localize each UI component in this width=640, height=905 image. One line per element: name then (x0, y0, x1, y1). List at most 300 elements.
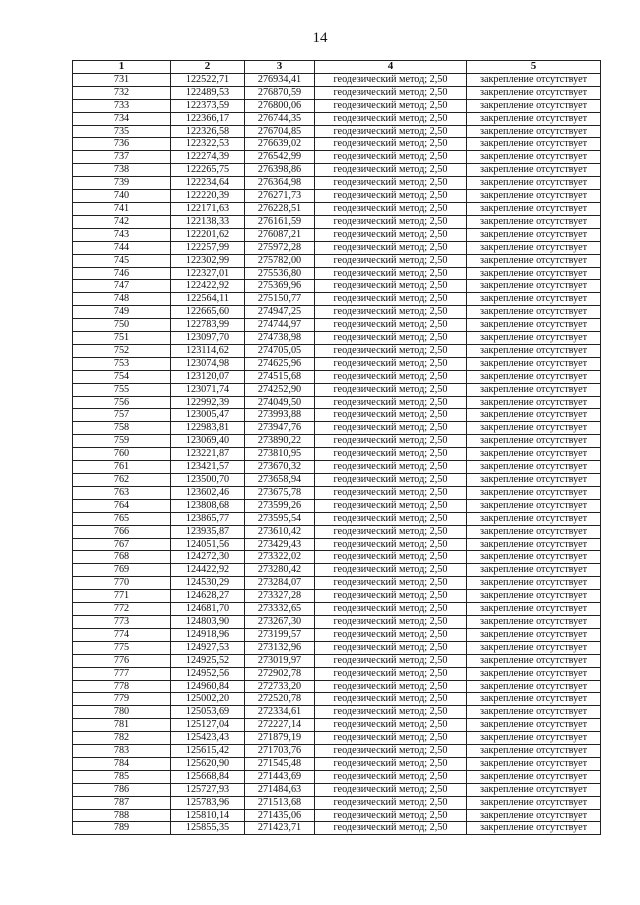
table-row (73, 499, 601, 512)
fixing-description-cell: закрепление отсутствует (467, 654, 601, 667)
fixing-description-cell: закрепление отсутствует (467, 370, 601, 383)
method-accuracy-cell: геодезический метод; 2,50 (315, 732, 467, 745)
coord-y-cell: 271879,19 (245, 732, 315, 745)
method-accuracy-cell: геодезический метод; 2,50 (315, 603, 467, 616)
coord-x-cell: 123221,87 (171, 448, 245, 461)
coord-y-cell: 271513,68 (245, 796, 315, 809)
method-accuracy-cell: геодезический метод; 2,50 (315, 641, 467, 654)
table-row (73, 267, 601, 280)
fixing-description-cell: закрепление отсутствует (467, 822, 601, 835)
table-row (73, 525, 601, 538)
fixing-description-cell: закрепление отсутствует (467, 409, 601, 422)
point-number-cell: 735 (73, 125, 171, 138)
point-number-cell: 784 (73, 757, 171, 770)
point-number-cell: 768 (73, 551, 171, 564)
point-number-cell: 734 (73, 112, 171, 125)
coord-x-cell: 122564,11 (171, 293, 245, 306)
coord-x-cell: 123935,87 (171, 525, 245, 538)
table-row (73, 732, 601, 745)
coord-y-cell: 271703,76 (245, 745, 315, 758)
fixing-description-cell: закрепление отсутствует (467, 796, 601, 809)
method-accuracy-cell: геодезический метод; 2,50 (315, 809, 467, 822)
coord-y-cell: 273658,94 (245, 474, 315, 487)
fixing-description-cell: закрепление отсутствует (467, 680, 601, 693)
table-row (73, 125, 601, 138)
coord-x-cell: 123071,74 (171, 383, 245, 396)
table-row (73, 667, 601, 680)
table-row (73, 86, 601, 99)
coord-x-cell: 124051,56 (171, 538, 245, 551)
point-number-cell: 752 (73, 344, 171, 357)
point-number-cell: 751 (73, 332, 171, 345)
point-number-cell: 740 (73, 190, 171, 203)
method-accuracy-cell: геодезический метод; 2,50 (315, 693, 467, 706)
coord-x-cell: 122366,17 (171, 112, 245, 125)
coord-y-cell: 276228,51 (245, 202, 315, 215)
point-number-cell: 733 (73, 99, 171, 112)
method-accuracy-cell: геодезический метод; 2,50 (315, 138, 467, 151)
fixing-description-cell: закрепление отсутствует (467, 125, 601, 138)
table-header-row (73, 61, 601, 74)
coord-y-cell: 275782,00 (245, 254, 315, 267)
method-accuracy-cell: геодезический метод; 2,50 (315, 538, 467, 551)
method-accuracy-cell: геодезический метод; 2,50 (315, 499, 467, 512)
table-row (73, 615, 601, 628)
fixing-description-cell: закрепление отсутствует (467, 435, 601, 448)
coord-y-cell: 273610,42 (245, 525, 315, 538)
fixing-description-cell: закрепление отсутствует (467, 745, 601, 758)
fixing-description-cell: закрепление отсутствует (467, 138, 601, 151)
coord-y-cell: 273267,30 (245, 615, 315, 628)
method-accuracy-cell: геодезический метод; 2,50 (315, 164, 467, 177)
fixing-description-cell: закрепление отсутствует (467, 809, 601, 822)
coord-y-cell: 273675,78 (245, 486, 315, 499)
fixing-description-cell: закрепление отсутствует (467, 332, 601, 345)
table-row (73, 577, 601, 590)
table-row (73, 745, 601, 758)
table-row (73, 215, 601, 228)
table-row (73, 551, 601, 564)
coord-y-cell: 273670,32 (245, 461, 315, 474)
fixing-description-cell: закрепление отсутствует (467, 474, 601, 487)
fixing-description-cell: закрепление отсутствует (467, 422, 601, 435)
fixing-description-cell: закрепление отсутствует (467, 228, 601, 241)
coord-x-cell: 125810,14 (171, 809, 245, 822)
method-accuracy-cell: геодезический метод; 2,50 (315, 73, 467, 86)
fixing-description-cell: закрепление отсутствует (467, 151, 601, 164)
fixing-description-cell: закрепление отсутствует (467, 319, 601, 332)
point-number-cell: 766 (73, 525, 171, 538)
coord-x-cell: 122274,39 (171, 151, 245, 164)
fixing-description-cell: закрепление отсутствует (467, 383, 601, 396)
table-body (73, 73, 601, 834)
coord-y-cell: 273199,57 (245, 628, 315, 641)
method-accuracy-cell: геодезический метод; 2,50 (315, 783, 467, 796)
method-accuracy-cell: геодезический метод; 2,50 (315, 564, 467, 577)
point-number-cell: 789 (73, 822, 171, 835)
table-row (73, 448, 601, 461)
fixing-description-cell: закрепление отсутствует (467, 280, 601, 293)
point-number-cell: 759 (73, 435, 171, 448)
method-accuracy-cell: геодезический метод; 2,50 (315, 151, 467, 164)
fixing-description-cell: закрепление отсутствует (467, 448, 601, 461)
method-accuracy-cell: геодезический метод; 2,50 (315, 590, 467, 603)
table-row (73, 796, 601, 809)
fixing-description-cell: закрепление отсутствует (467, 564, 601, 577)
table-row (73, 409, 601, 422)
coord-x-cell: 124927,53 (171, 641, 245, 654)
coord-x-cell: 122201,62 (171, 228, 245, 241)
coord-x-cell: 125783,96 (171, 796, 245, 809)
table-row (73, 228, 601, 241)
coord-x-cell: 123069,40 (171, 435, 245, 448)
method-accuracy-cell: геодезический метод; 2,50 (315, 344, 467, 357)
point-number-cell: 778 (73, 680, 171, 693)
coord-y-cell: 273429,43 (245, 538, 315, 551)
point-number-cell: 744 (73, 241, 171, 254)
fixing-description-cell: закрепление отсутствует (467, 551, 601, 564)
fixing-description-cell: закрепление отсутствует (467, 757, 601, 770)
coord-x-cell: 124530,29 (171, 577, 245, 590)
method-accuracy-cell: геодезический метод; 2,50 (315, 190, 467, 203)
coord-y-cell: 272520,78 (245, 693, 315, 706)
fixing-description-cell: закрепление отсутствует (467, 486, 601, 499)
method-accuracy-cell: геодезический метод; 2,50 (315, 228, 467, 241)
point-number-cell: 760 (73, 448, 171, 461)
point-number-cell: 774 (73, 628, 171, 641)
coord-y-cell: 274252,90 (245, 383, 315, 396)
table-row (73, 370, 601, 383)
point-number-cell: 732 (73, 86, 171, 99)
fixing-description-cell: закрепление отсутствует (467, 706, 601, 719)
method-accuracy-cell: геодезический метод; 2,50 (315, 370, 467, 383)
coord-y-cell: 274744,97 (245, 319, 315, 332)
fixing-description-cell: закрепление отсутствует (467, 525, 601, 538)
point-number-cell: 788 (73, 809, 171, 822)
coord-x-cell: 125620,90 (171, 757, 245, 770)
header-col-4: 4 (315, 61, 467, 74)
header-col-1: 1 (73, 61, 171, 74)
table-row (73, 383, 601, 396)
method-accuracy-cell: геодезический метод; 2,50 (315, 461, 467, 474)
coord-x-cell: 122983,81 (171, 422, 245, 435)
table-row (73, 435, 601, 448)
table-row (73, 280, 601, 293)
method-accuracy-cell: геодезический метод; 2,50 (315, 332, 467, 345)
fixing-description-cell: закрепление отсутствует (467, 112, 601, 125)
method-accuracy-cell: геодезический метод; 2,50 (315, 448, 467, 461)
coord-y-cell: 273327,28 (245, 590, 315, 603)
method-accuracy-cell: геодезический метод; 2,50 (315, 280, 467, 293)
coord-x-cell: 125002,20 (171, 693, 245, 706)
method-accuracy-cell: геодезический метод; 2,50 (315, 422, 467, 435)
point-number-cell: 762 (73, 474, 171, 487)
table-row (73, 164, 601, 177)
coord-y-cell: 274705,05 (245, 344, 315, 357)
coord-y-cell: 276744,35 (245, 112, 315, 125)
point-number-cell: 767 (73, 538, 171, 551)
point-number-cell: 763 (73, 486, 171, 499)
method-accuracy-cell: геодезический метод; 2,50 (315, 680, 467, 693)
fixing-description-cell: закрепление отсутствует (467, 254, 601, 267)
table-row (73, 73, 601, 86)
point-number-cell: 739 (73, 177, 171, 190)
coord-y-cell: 271435,06 (245, 809, 315, 822)
table-row (73, 151, 601, 164)
method-accuracy-cell: геодезический метод; 2,50 (315, 86, 467, 99)
coord-y-cell: 276271,73 (245, 190, 315, 203)
coord-y-cell: 273284,07 (245, 577, 315, 590)
point-number-cell: 754 (73, 370, 171, 383)
point-number-cell: 746 (73, 267, 171, 280)
header-col-5: 5 (467, 61, 601, 74)
coord-x-cell: 122327,01 (171, 267, 245, 280)
method-accuracy-cell: геодезический метод; 2,50 (315, 667, 467, 680)
point-number-cell: 750 (73, 319, 171, 332)
method-accuracy-cell: геодезический метод; 2,50 (315, 177, 467, 190)
method-accuracy-cell: геодезический метод; 2,50 (315, 551, 467, 564)
fixing-description-cell: закрепление отсутствует (467, 241, 601, 254)
coord-x-cell: 125668,84 (171, 770, 245, 783)
fixing-description-cell: закрепление отсутствует (467, 190, 601, 203)
coord-y-cell: 274049,50 (245, 396, 315, 409)
method-accuracy-cell: геодезический метод; 2,50 (315, 125, 467, 138)
coord-x-cell: 123074,98 (171, 357, 245, 370)
coord-y-cell: 273322,02 (245, 551, 315, 564)
method-accuracy-cell: геодезический метод; 2,50 (315, 215, 467, 228)
coord-y-cell: 273595,54 (245, 512, 315, 525)
coord-x-cell: 122489,53 (171, 86, 245, 99)
coord-y-cell: 273947,76 (245, 422, 315, 435)
table-row (73, 422, 601, 435)
coord-y-cell: 272334,61 (245, 706, 315, 719)
point-number-cell: 780 (73, 706, 171, 719)
coord-y-cell: 274947,25 (245, 306, 315, 319)
coord-y-cell: 276639,02 (245, 138, 315, 151)
coord-y-cell: 276542,99 (245, 151, 315, 164)
table-row (73, 693, 601, 706)
coord-x-cell: 125855,35 (171, 822, 245, 835)
coord-x-cell: 125053,69 (171, 706, 245, 719)
coord-x-cell: 122257,99 (171, 241, 245, 254)
coord-x-cell: 122422,92 (171, 280, 245, 293)
coord-x-cell: 123808,68 (171, 499, 245, 512)
coord-x-cell: 124803,90 (171, 615, 245, 628)
coord-x-cell: 125127,04 (171, 719, 245, 732)
fixing-description-cell: закрепление отсутствует (467, 770, 601, 783)
coord-x-cell: 124925,52 (171, 654, 245, 667)
fixing-description-cell: закрепление отсутствует (467, 73, 601, 86)
coord-x-cell: 122302,99 (171, 254, 245, 267)
fixing-description-cell: закрепление отсутствует (467, 202, 601, 215)
fixing-description-cell: закрепление отсутствует (467, 164, 601, 177)
fixing-description-cell: закрепление отсутствует (467, 628, 601, 641)
method-accuracy-cell: геодезический метод; 2,50 (315, 706, 467, 719)
table-row (73, 590, 601, 603)
fixing-description-cell: закрепление отсутствует (467, 357, 601, 370)
method-accuracy-cell: геодезический метод; 2,50 (315, 628, 467, 641)
point-number-cell: 782 (73, 732, 171, 745)
coord-y-cell: 276704,85 (245, 125, 315, 138)
coord-x-cell: 123865,77 (171, 512, 245, 525)
table-row (73, 357, 601, 370)
point-number-cell: 772 (73, 603, 171, 616)
coord-x-cell: 124960,84 (171, 680, 245, 693)
method-accuracy-cell: геодезический метод; 2,50 (315, 112, 467, 125)
coord-x-cell: 125423,43 (171, 732, 245, 745)
table-row (73, 538, 601, 551)
point-number-cell: 787 (73, 796, 171, 809)
page-number: 14 (312, 30, 328, 46)
point-number-cell: 749 (73, 306, 171, 319)
point-number-cell: 785 (73, 770, 171, 783)
point-number-cell: 781 (73, 719, 171, 732)
method-accuracy-cell: геодезический метод; 2,50 (315, 383, 467, 396)
method-accuracy-cell: геодезический метод; 2,50 (315, 654, 467, 667)
coord-x-cell: 125615,42 (171, 745, 245, 758)
coord-y-cell: 276800,06 (245, 99, 315, 112)
coord-x-cell: 123114,62 (171, 344, 245, 357)
coord-y-cell: 275369,96 (245, 280, 315, 293)
method-accuracy-cell: геодезический метод; 2,50 (315, 525, 467, 538)
fixing-description-cell: закрепление отсутствует (467, 293, 601, 306)
table-row (73, 603, 601, 616)
point-number-cell: 755 (73, 383, 171, 396)
coord-y-cell: 273993,88 (245, 409, 315, 422)
fixing-description-cell: закрепление отсутствует (467, 344, 601, 357)
point-number-cell: 736 (73, 138, 171, 151)
coord-x-cell: 122373,59 (171, 99, 245, 112)
coord-x-cell: 122326,58 (171, 125, 245, 138)
coord-x-cell: 123097,70 (171, 332, 245, 345)
method-accuracy-cell: геодезический метод; 2,50 (315, 254, 467, 267)
method-accuracy-cell: геодезический метод; 2,50 (315, 486, 467, 499)
method-accuracy-cell: геодезический метод; 2,50 (315, 267, 467, 280)
point-number-cell: 741 (73, 202, 171, 215)
coordinates-table (72, 60, 601, 835)
table-row (73, 99, 601, 112)
table-row (73, 770, 601, 783)
fixing-description-cell: закрепление отсутствует (467, 396, 601, 409)
header-col-3: 3 (245, 61, 315, 74)
method-accuracy-cell: геодезический метод; 2,50 (315, 770, 467, 783)
coord-y-cell: 272227,14 (245, 719, 315, 732)
coord-x-cell: 123120,07 (171, 370, 245, 383)
method-accuracy-cell: геодезический метод; 2,50 (315, 306, 467, 319)
fixing-description-cell: закрепление отсутствует (467, 86, 601, 99)
point-number-cell: 757 (73, 409, 171, 422)
fixing-description-cell: закрепление отсутствует (467, 512, 601, 525)
coord-x-cell: 123421,57 (171, 461, 245, 474)
table-row (73, 319, 601, 332)
fixing-description-cell: закрепление отсутствует (467, 577, 601, 590)
table-row (73, 641, 601, 654)
method-accuracy-cell: геодезический метод; 2,50 (315, 757, 467, 770)
coord-x-cell: 122234,64 (171, 177, 245, 190)
coord-x-cell: 122665,60 (171, 306, 245, 319)
point-number-cell: 753 (73, 357, 171, 370)
table-row (73, 344, 601, 357)
coord-y-cell: 271484,63 (245, 783, 315, 796)
table-row (73, 719, 601, 732)
table-row (73, 202, 601, 215)
coord-y-cell: 276161,59 (245, 215, 315, 228)
coord-x-cell: 124422,92 (171, 564, 245, 577)
point-number-cell: 783 (73, 745, 171, 758)
point-number-cell: 764 (73, 499, 171, 512)
point-number-cell: 747 (73, 280, 171, 293)
point-number-cell: 770 (73, 577, 171, 590)
table-row (73, 112, 601, 125)
method-accuracy-cell: геодезический метод; 2,50 (315, 435, 467, 448)
coord-y-cell: 273890,22 (245, 435, 315, 448)
fixing-description-cell: закрепление отсутствует (467, 783, 601, 796)
coord-x-cell: 122992,39 (171, 396, 245, 409)
point-number-cell: 775 (73, 641, 171, 654)
fixing-description-cell: закрепление отсутствует (467, 641, 601, 654)
header-col-2: 2 (171, 61, 245, 74)
method-accuracy-cell: геодезический метод; 2,50 (315, 577, 467, 590)
coord-x-cell: 124918,96 (171, 628, 245, 641)
point-number-cell: 777 (73, 667, 171, 680)
fixing-description-cell: закрепление отсутствует (467, 732, 601, 745)
coord-x-cell: 123005,47 (171, 409, 245, 422)
table-row (73, 628, 601, 641)
table-row (73, 757, 601, 770)
fixing-description-cell: закрепление отсутствует (467, 177, 601, 190)
coord-x-cell: 124681,70 (171, 603, 245, 616)
coord-y-cell: 273810,95 (245, 448, 315, 461)
table-row (73, 461, 601, 474)
table-row (73, 680, 601, 693)
table-row (73, 138, 601, 151)
coord-x-cell: 122220,39 (171, 190, 245, 203)
coord-y-cell: 271443,69 (245, 770, 315, 783)
point-number-cell: 745 (73, 254, 171, 267)
table-row (73, 654, 601, 667)
method-accuracy-cell: геодезический метод; 2,50 (315, 745, 467, 758)
table-row (73, 783, 601, 796)
coord-y-cell: 276934,41 (245, 73, 315, 86)
point-number-cell: 731 (73, 73, 171, 86)
coord-y-cell: 274625,96 (245, 357, 315, 370)
table-row (73, 822, 601, 835)
method-accuracy-cell: геодезический метод; 2,50 (315, 396, 467, 409)
coord-y-cell: 273019,97 (245, 654, 315, 667)
point-number-cell: 742 (73, 215, 171, 228)
table-row (73, 190, 601, 203)
coord-y-cell: 272902,78 (245, 667, 315, 680)
table-row (73, 293, 601, 306)
fixing-description-cell: закрепление отсутствует (467, 719, 601, 732)
coord-x-cell: 125727,93 (171, 783, 245, 796)
method-accuracy-cell: геодезический метод; 2,50 (315, 357, 467, 370)
method-accuracy-cell: геодезический метод; 2,50 (315, 796, 467, 809)
point-number-cell: 786 (73, 783, 171, 796)
point-number-cell: 756 (73, 396, 171, 409)
coord-x-cell: 122171,63 (171, 202, 245, 215)
fixing-description-cell: закрепление отсутствует (467, 499, 601, 512)
coord-y-cell: 276087,21 (245, 228, 315, 241)
method-accuracy-cell: геодезический метод; 2,50 (315, 99, 467, 112)
fixing-description-cell: закрепление отсутствует (467, 590, 601, 603)
coord-y-cell: 273280,42 (245, 564, 315, 577)
method-accuracy-cell: геодезический метод; 2,50 (315, 615, 467, 628)
method-accuracy-cell: геодезический метод; 2,50 (315, 474, 467, 487)
point-number-cell: 773 (73, 615, 171, 628)
fixing-description-cell: закрепление отсутствует (467, 99, 601, 112)
coord-x-cell: 123500,70 (171, 474, 245, 487)
